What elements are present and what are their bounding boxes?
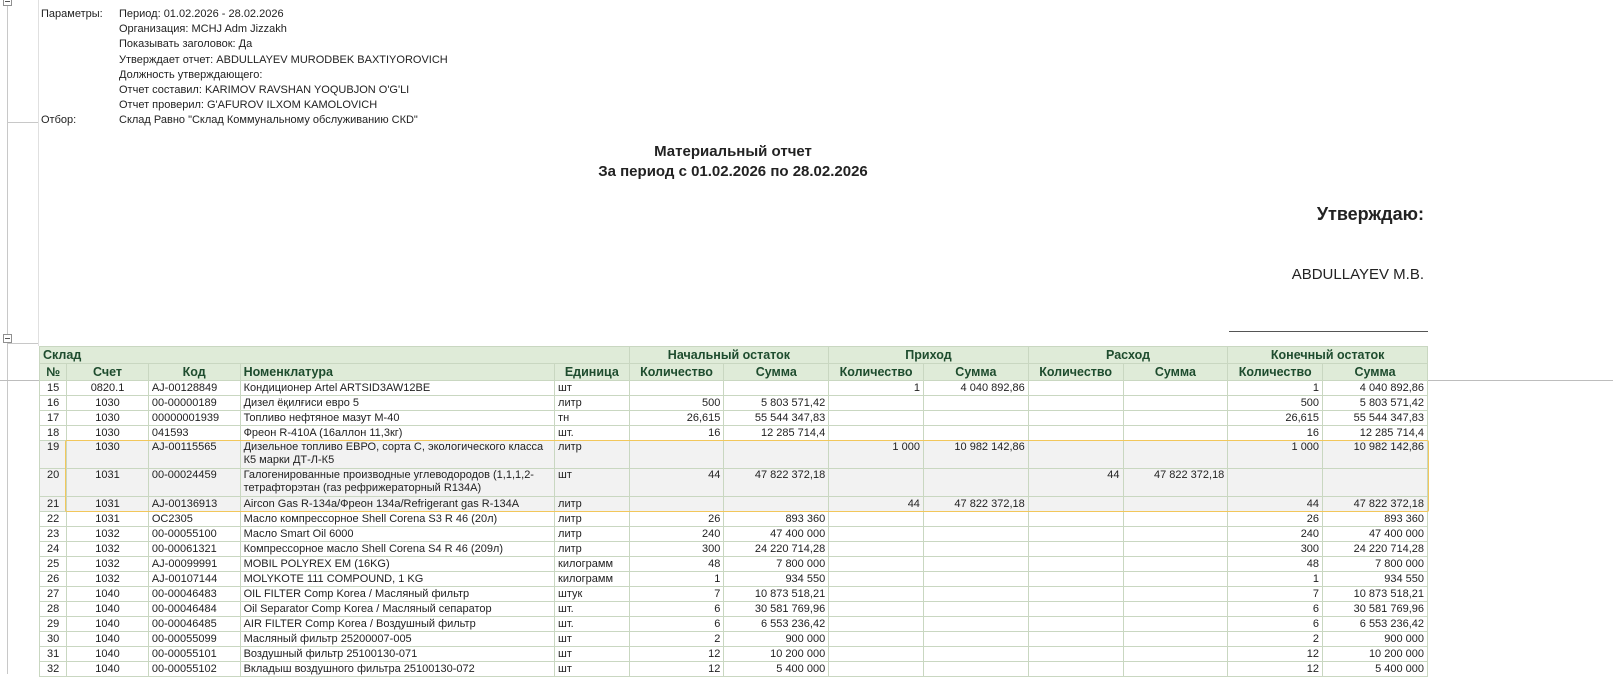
code-cell[interactable]: 00-00046483 [148, 587, 240, 602]
group-header-expense[interactable]: Расход [1028, 347, 1228, 364]
code-cell[interactable]: 00000001939 [148, 411, 240, 426]
closing-qty-cell[interactable]: 48 [1228, 557, 1323, 572]
receipt-sum-cell[interactable] [923, 411, 1028, 426]
closing-sum-cell[interactable]: 7 800 000 [1323, 557, 1428, 572]
closing-qty-cell[interactable]: 1 000 [1228, 441, 1323, 469]
nomenclature-cell[interactable]: MOLYKOTE 111 COMPOUND, 1 KG [240, 572, 554, 587]
opening-qty-cell[interactable]: 44 [629, 469, 724, 497]
col-header-opening-sum[interactable]: Сумма [724, 364, 829, 381]
closing-sum-cell[interactable]: 10 873 518,21 [1323, 587, 1428, 602]
opening-qty-cell[interactable]: 7 [629, 587, 724, 602]
closing-qty-cell[interactable]: 12 [1228, 647, 1323, 662]
closing-sum-cell[interactable]: 4 040 892,86 [1323, 381, 1428, 396]
group-header-receipt[interactable]: Приход [829, 347, 1029, 364]
row-number[interactable]: 26 [40, 572, 67, 587]
closing-sum-cell[interactable]: 55 544 347,83 [1323, 411, 1428, 426]
expense-sum-cell[interactable]: 47 822 372,18 [1123, 469, 1228, 497]
account-cell[interactable]: 1040 [67, 662, 149, 677]
opening-sum-cell[interactable]: 24 220 714,28 [724, 542, 829, 557]
expense-sum-cell[interactable] [1123, 587, 1228, 602]
unit-cell[interactable]: шт [555, 469, 630, 497]
expense-qty-cell[interactable] [1028, 542, 1123, 557]
col-header-expense-qty[interactable]: Количество [1028, 364, 1123, 381]
closing-qty-cell[interactable]: 1 [1228, 572, 1323, 587]
col-header-receipt-qty[interactable]: Количество [829, 364, 924, 381]
expense-qty-cell[interactable] [1028, 662, 1123, 677]
row-number[interactable]: 18 [40, 426, 67, 441]
code-cell[interactable]: AJ-00115565 [148, 441, 240, 469]
account-cell[interactable]: 1040 [67, 602, 149, 617]
opening-qty-cell[interactable] [629, 441, 724, 469]
collapse-params-button[interactable] [3, 0, 12, 6]
account-cell[interactable]: 0820.1 [67, 381, 149, 396]
receipt-sum-cell[interactable] [923, 662, 1028, 677]
params-label: Параметры: [41, 8, 103, 20]
expense-qty-cell[interactable]: 44 [1028, 469, 1123, 497]
row-number[interactable]: 21 [40, 497, 67, 512]
code-cell[interactable]: 00-00000189 [148, 396, 240, 411]
row-number[interactable]: 29 [40, 617, 67, 632]
expense-sum-cell[interactable] [1123, 411, 1228, 426]
expense-sum-cell[interactable] [1123, 441, 1228, 469]
receipt-qty-cell[interactable] [829, 512, 924, 527]
account-cell[interactable]: 1031 [67, 497, 149, 512]
opening-sum-cell[interactable]: 5 400 000 [724, 662, 829, 677]
closing-sum-cell[interactable]: 893 360 [1323, 512, 1428, 527]
nomenclature-cell[interactable]: Галогенированные производные углеводородов (1,1,1,2-тетрафторэтан (газ рефрижераторный R134A) [240, 469, 554, 497]
row-number[interactable]: 22 [40, 512, 67, 527]
receipt-qty-cell[interactable] [829, 426, 924, 441]
nomenclature-cell[interactable]: AIR FILTER Comp Korea / Воздушный фильтр [240, 617, 554, 632]
code-cell[interactable]: 00-00055099 [148, 632, 240, 647]
nomenclature-cell[interactable]: Дизельное топливо ЕВРО, сорта С, экологического класса К5 марки ДТ-Л-К5 [240, 441, 554, 469]
code-cell[interactable]: 00-00046484 [148, 602, 240, 617]
expense-sum-cell[interactable] [1123, 632, 1228, 647]
account-cell[interactable]: 1032 [67, 542, 149, 557]
opening-sum-cell[interactable]: 5 803 571,42 [724, 396, 829, 411]
table-row[interactable] [40, 441, 1428, 469]
closing-sum-cell[interactable]: 24 220 714,28 [1323, 542, 1428, 557]
closing-qty-cell[interactable]: 2 [1228, 632, 1323, 647]
nomenclature-cell[interactable]: MOBIL POLYREX EM (16KG) [240, 557, 554, 572]
outline-table-bracket [8, 343, 38, 344]
table-column-header [40, 364, 1428, 381]
table-row[interactable] [40, 617, 1428, 632]
signature-line [1229, 331, 1428, 332]
opening-sum-cell[interactable]: 6 553 236,42 [724, 617, 829, 632]
expense-sum-cell[interactable] [1123, 557, 1228, 572]
expense-qty-cell[interactable] [1028, 572, 1123, 587]
table-row[interactable] [40, 647, 1428, 662]
opening-sum-cell[interactable]: 10 873 518,21 [724, 587, 829, 602]
report-title: Материальный отчет [654, 143, 812, 160]
expense-sum-cell[interactable] [1123, 662, 1228, 677]
receipt-sum-cell[interactable] [923, 426, 1028, 441]
table-row[interactable] [40, 426, 1428, 441]
unit-cell[interactable]: литр [555, 542, 630, 557]
nomenclature-cell[interactable]: Масло Smart Oil 6000 [240, 527, 554, 542]
param-line: Отчет составил: KARIMOV RAVSHAN YOQUBJON O'G'LI [119, 84, 410, 97]
opening-qty-cell[interactable] [629, 497, 724, 512]
opening-qty-cell[interactable]: 300 [629, 542, 724, 557]
receipt-sum-cell[interactable]: 10 982 142,86 [923, 441, 1028, 469]
row-number[interactable]: 28 [40, 602, 67, 617]
code-cell[interactable]: 00-00055100 [148, 527, 240, 542]
receipt-qty-cell[interactable] [829, 617, 924, 632]
closing-sum-cell[interactable]: 47 400 000 [1323, 527, 1428, 542]
unit-cell[interactable]: шт [555, 381, 630, 396]
table-row[interactable] [40, 527, 1428, 542]
opening-sum-cell[interactable]: 893 360 [724, 512, 829, 527]
closing-qty-cell[interactable] [1228, 469, 1323, 497]
code-cell[interactable]: 00-00061321 [148, 542, 240, 557]
col-header-receipt-sum[interactable]: Сумма [923, 364, 1028, 381]
expense-sum-cell[interactable] [1123, 602, 1228, 617]
expense-qty-cell[interactable] [1028, 426, 1123, 441]
receipt-qty-cell[interactable] [829, 572, 924, 587]
opening-qty-cell[interactable]: 240 [629, 527, 724, 542]
account-cell[interactable]: 1040 [67, 647, 149, 662]
opening-qty-cell[interactable]: 12 [629, 647, 724, 662]
expense-qty-cell[interactable] [1028, 441, 1123, 469]
row-number[interactable]: 23 [40, 527, 67, 542]
receipt-qty-cell[interactable] [829, 662, 924, 677]
table-row[interactable] [40, 572, 1428, 587]
expense-qty-cell[interactable] [1028, 602, 1123, 617]
closing-sum-cell[interactable]: 10 200 000 [1323, 647, 1428, 662]
closing-qty-cell[interactable]: 7 [1228, 587, 1323, 602]
row-number[interactable]: 27 [40, 587, 67, 602]
table-row[interactable] [40, 411, 1428, 426]
receipt-sum-cell[interactable]: 4 040 892,86 [923, 381, 1028, 396]
group-header-opening[interactable]: Начальный остаток [629, 347, 829, 364]
opening-sum-cell[interactable]: 934 550 [724, 572, 829, 587]
code-cell[interactable]: OC2305 [148, 512, 240, 527]
receipt-sum-cell[interactable] [923, 572, 1028, 587]
unit-cell[interactable]: литр [555, 497, 630, 512]
expense-sum-cell[interactable] [1123, 497, 1228, 512]
table-row[interactable] [40, 396, 1428, 411]
col-header-closing-sum[interactable]: Сумма [1323, 364, 1428, 381]
receipt-qty-cell[interactable] [829, 527, 924, 542]
unit-cell[interactable]: литр [555, 441, 630, 469]
col-header-closing-qty[interactable]: Количество [1228, 364, 1323, 381]
receipt-qty-cell[interactable] [829, 396, 924, 411]
opening-qty-cell[interactable] [629, 381, 724, 396]
receipt-qty-cell[interactable] [829, 587, 924, 602]
receipt-sum-cell[interactable] [923, 527, 1028, 542]
code-cell[interactable]: AJ-00136913 [148, 497, 240, 512]
table-row[interactable] [40, 542, 1428, 557]
opening-qty-cell[interactable]: 500 [629, 396, 724, 411]
expense-sum-cell[interactable] [1123, 647, 1228, 662]
expense-qty-cell[interactable] [1028, 497, 1123, 512]
material-report-table [39, 346, 1428, 677]
account-cell[interactable]: 1032 [67, 527, 149, 542]
col-header-nomenclature[interactable]: Номенклатура [240, 364, 554, 381]
filter-label: Отбор: [41, 114, 77, 127]
closing-qty-cell[interactable]: 6 [1228, 617, 1323, 632]
receipt-sum-cell[interactable] [923, 587, 1028, 602]
receipt-qty-cell[interactable] [829, 469, 924, 497]
unit-cell[interactable]: шт. [555, 617, 630, 632]
receipt-qty-cell[interactable] [829, 411, 924, 426]
param-line: Отчет проверил: G'AFUROV ILXOM KAMOLOVICH [119, 99, 378, 112]
receipt-qty-cell[interactable] [829, 557, 924, 572]
param-line: Организация: MCHJ Adm Jizzakh [119, 23, 287, 36]
table-row[interactable] [40, 632, 1428, 647]
row-number[interactable]: 19 [40, 441, 67, 469]
opening-sum-cell[interactable]: 7 800 000 [724, 557, 829, 572]
opening-qty-cell[interactable]: 48 [629, 557, 724, 572]
expense-qty-cell[interactable] [1028, 396, 1123, 411]
receipt-qty-cell[interactable]: 1 000 [829, 441, 924, 469]
unit-cell[interactable]: литр [555, 527, 630, 542]
expense-qty-cell[interactable] [1028, 512, 1123, 527]
report-subtitle: За период с 01.02.2026 по 28.02.2026 [598, 163, 868, 180]
receipt-sum-cell[interactable] [923, 469, 1028, 497]
opening-qty-cell[interactable]: 26 [629, 512, 724, 527]
group-header-closing[interactable]: Конечный остаток [1228, 347, 1428, 364]
expense-qty-cell[interactable] [1028, 632, 1123, 647]
group-header-warehouse[interactable]: Склад [40, 347, 630, 364]
table-row[interactable] [40, 587, 1428, 602]
receipt-qty-cell[interactable] [829, 602, 924, 617]
closing-qty-cell[interactable]: 44 [1228, 497, 1323, 512]
nomenclature-cell[interactable]: Масляный фильтр 25200007-005 [240, 632, 554, 647]
nomenclature-cell[interactable]: Дизел ёқилғиси евро 5 [240, 396, 554, 411]
unit-cell[interactable]: шт. [555, 602, 630, 617]
collapse-table-button[interactable] [3, 334, 12, 343]
receipt-sum-cell[interactable] [923, 512, 1028, 527]
receipt-sum-cell[interactable] [923, 602, 1028, 617]
nomenclature-cell[interactable]: OIL FILTER Comp Korea / Масляный фильтр [240, 587, 554, 602]
table-row[interactable] [40, 381, 1428, 396]
row-number[interactable]: 16 [40, 396, 67, 411]
param-line: Утверждает отчет: ABDULLAYEV MURODBEK BAXTIYOROVICH [119, 53, 448, 66]
closing-qty-cell[interactable]: 26 [1228, 512, 1323, 527]
nomenclature-cell[interactable]: Воздушный фильтр 25100130-071 [240, 647, 554, 662]
expense-sum-cell[interactable] [1123, 527, 1228, 542]
table-row[interactable] [40, 497, 1428, 512]
closing-sum-cell[interactable]: 47 822 372,18 [1323, 497, 1428, 512]
opening-sum-cell[interactable]: 30 581 769,96 [724, 602, 829, 617]
row-number[interactable]: 31 [40, 647, 67, 662]
expense-sum-cell[interactable] [1123, 396, 1228, 411]
nomenclature-cell[interactable]: Oil Separator Comp Korea / Масляный сепаратор [240, 602, 554, 617]
expense-sum-cell[interactable] [1123, 617, 1228, 632]
account-cell[interactable]: 1030 [67, 441, 149, 469]
col-header-unit[interactable]: Единица [555, 364, 630, 381]
unit-cell[interactable]: килограмм [555, 557, 630, 572]
code-cell[interactable]: 00-00024459 [148, 469, 240, 497]
receipt-sum-cell[interactable] [923, 542, 1028, 557]
closing-qty-cell[interactable]: 300 [1228, 542, 1323, 557]
col-header-expense-sum[interactable]: Сумма [1123, 364, 1228, 381]
unit-cell[interactable]: литр [555, 512, 630, 527]
col-header-code[interactable]: Код [148, 364, 240, 381]
nomenclature-cell[interactable]: Компрессорное масло Shell Corena S4 R 46 (209л) [240, 542, 554, 557]
closing-qty-cell[interactable]: 12 [1228, 662, 1323, 677]
unit-cell[interactable]: тн [555, 411, 630, 426]
unit-cell[interactable]: шт [555, 647, 630, 662]
closing-sum-cell[interactable]: 934 550 [1323, 572, 1428, 587]
account-cell[interactable]: 1030 [67, 411, 149, 426]
unit-cell[interactable]: литр [555, 396, 630, 411]
code-cell[interactable]: 041593 [148, 426, 240, 441]
closing-sum-cell[interactable]: 6 553 236,42 [1323, 617, 1428, 632]
table-row[interactable] [40, 602, 1428, 617]
nomenclature-cell[interactable]: Кондиционер Artel ARTSID3AW12BE [240, 381, 554, 396]
opening-sum-cell[interactable]: 10 200 000 [724, 647, 829, 662]
opening-qty-cell[interactable]: 1 [629, 572, 724, 587]
param-line: Должность утверждающего: [119, 68, 263, 81]
opening-qty-cell[interactable]: 2 [629, 632, 724, 647]
param-line: Показывать заголовок: Да [119, 38, 253, 51]
account-cell[interactable]: 1040 [67, 617, 149, 632]
code-cell[interactable]: 00-00055102 [148, 662, 240, 677]
expense-sum-cell[interactable] [1123, 512, 1228, 527]
account-cell[interactable]: 1031 [67, 469, 149, 497]
code-cell[interactable]: 00-00046485 [148, 617, 240, 632]
expense-qty-cell[interactable] [1028, 647, 1123, 662]
closing-qty-cell[interactable]: 16 [1228, 426, 1323, 441]
closing-sum-cell[interactable]: 5 803 571,42 [1323, 396, 1428, 411]
table-body [40, 381, 1428, 677]
opening-qty-cell[interactable]: 12 [629, 662, 724, 677]
nomenclature-cell[interactable]: Масло компрессорное Shell Corena S3 R 46 (20л) [240, 512, 554, 527]
closing-sum-cell[interactable]: 30 581 769,96 [1323, 602, 1428, 617]
account-cell[interactable]: 1040 [67, 587, 149, 602]
receipt-sum-cell[interactable] [923, 557, 1028, 572]
expense-sum-cell[interactable] [1123, 572, 1228, 587]
opening-sum-cell[interactable] [724, 497, 829, 512]
receipt-qty-cell[interactable] [829, 542, 924, 557]
account-cell[interactable]: 1030 [67, 396, 149, 411]
receipt-sum-cell[interactable] [923, 632, 1028, 647]
opening-sum-cell[interactable]: 47 400 000 [724, 527, 829, 542]
col-header-opening-qty[interactable]: Количество [629, 364, 724, 381]
nomenclature-cell[interactable]: Фреон R-410A (16аллон 11,3кг) [240, 426, 554, 441]
code-cell[interactable]: AJ-00107144 [148, 572, 240, 587]
account-cell[interactable]: 1040 [67, 632, 149, 647]
closing-sum-cell[interactable]: 12 285 714,4 [1323, 426, 1428, 441]
expense-qty-cell[interactable] [1028, 587, 1123, 602]
unit-cell[interactable]: шт [555, 662, 630, 677]
col-header-account[interactable]: Счет [67, 364, 149, 381]
expense-sum-cell[interactable] [1123, 542, 1228, 557]
expense-qty-cell[interactable] [1028, 527, 1123, 542]
nomenclature-cell[interactable]: Aircon Gas R-134a/Фреон 134a/Refrigerant gas R-134A [240, 497, 554, 512]
receipt-qty-cell[interactable] [829, 632, 924, 647]
opening-sum-cell[interactable] [724, 381, 829, 396]
opening-qty-cell[interactable]: 26,615 [629, 411, 724, 426]
closing-qty-cell[interactable]: 26,615 [1228, 411, 1323, 426]
report-parameters [41, 7, 448, 129]
expense-qty-cell[interactable] [1028, 557, 1123, 572]
closing-sum-cell[interactable] [1323, 469, 1428, 497]
opening-qty-cell[interactable]: 6 [629, 617, 724, 632]
opening-qty-cell[interactable]: 16 [629, 426, 724, 441]
unit-cell[interactable]: шт. [555, 426, 630, 441]
unit-cell[interactable]: шт [555, 632, 630, 647]
row-number[interactable]: 15 [40, 381, 67, 396]
table-row[interactable] [40, 469, 1428, 497]
table-row[interactable] [40, 512, 1428, 527]
table-row[interactable] [40, 662, 1428, 677]
receipt-sum-cell[interactable] [923, 396, 1028, 411]
filter-value: Склад Равно "Склад Коммунальному обслуживанию СКD" [119, 114, 418, 127]
unit-cell[interactable]: штук [555, 587, 630, 602]
expense-sum-cell[interactable] [1123, 381, 1228, 396]
row-number[interactable]: 20 [40, 469, 67, 497]
expense-qty-cell[interactable] [1028, 617, 1123, 632]
code-cell[interactable]: 00-00055101 [148, 647, 240, 662]
closing-sum-cell[interactable]: 5 400 000 [1323, 662, 1428, 677]
row-number[interactable]: 17 [40, 411, 67, 426]
table-row[interactable] [40, 557, 1428, 572]
receipt-sum-cell[interactable] [923, 647, 1028, 662]
nomenclature-cell[interactable]: Топливо нефтяное мазут М-40 [240, 411, 554, 426]
receipt-qty-cell[interactable] [829, 647, 924, 662]
receipt-qty-cell[interactable]: 1 [829, 381, 924, 396]
closing-sum-cell[interactable]: 10 982 142,86 [1323, 441, 1428, 469]
opening-qty-cell[interactable]: 6 [629, 602, 724, 617]
account-cell[interactable]: 1030 [67, 426, 149, 441]
receipt-qty-cell[interactable]: 44 [829, 497, 924, 512]
outline-group-bracket [8, 122, 38, 123]
opening-sum-cell[interactable]: 55 544 347,83 [724, 411, 829, 426]
param-line: Период: 01.02.2026 - 28.02.2026 [119, 8, 284, 20]
account-cell[interactable]: 1032 [67, 572, 149, 587]
closing-qty-cell[interactable]: 6 [1228, 602, 1323, 617]
receipt-sum-cell[interactable] [923, 617, 1028, 632]
row-number[interactable]: 25 [40, 557, 67, 572]
table-group-header [40, 347, 1428, 364]
opening-sum-cell[interactable] [724, 441, 829, 469]
opening-sum-cell[interactable]: 12 285 714,4 [724, 426, 829, 441]
code-cell[interactable]: AJ-00128849 [148, 381, 240, 396]
row-number[interactable]: 30 [40, 632, 67, 647]
approver-name: ABDULLAYEV M.B. [1291, 266, 1424, 283]
account-cell[interactable]: 1032 [67, 557, 149, 572]
nomenclature-cell[interactable]: Вкладыш воздушного фильтра 25100130-072 [240, 662, 554, 677]
opening-sum-cell[interactable]: 47 822 372,18 [724, 469, 829, 497]
unit-cell[interactable]: килограмм [555, 572, 630, 587]
col-header-number[interactable]: № [40, 364, 67, 381]
closing-qty-cell[interactable]: 1 [1228, 381, 1323, 396]
closing-qty-cell[interactable]: 240 [1228, 527, 1323, 542]
expense-sum-cell[interactable] [1123, 426, 1228, 441]
approve-heading: Утверждаю: [1316, 204, 1424, 224]
account-cell[interactable]: 1031 [67, 512, 149, 527]
expense-qty-cell[interactable] [1028, 411, 1123, 426]
closing-sum-cell[interactable]: 900 000 [1323, 632, 1428, 647]
expense-qty-cell[interactable] [1028, 381, 1123, 396]
closing-qty-cell[interactable]: 500 [1228, 396, 1323, 411]
row-number[interactable]: 32 [40, 662, 67, 677]
receipt-sum-cell[interactable]: 47 822 372,18 [923, 497, 1028, 512]
row-number[interactable]: 24 [40, 542, 67, 557]
opening-sum-cell[interactable]: 900 000 [724, 632, 829, 647]
code-cell[interactable]: AJ-00099991 [148, 557, 240, 572]
